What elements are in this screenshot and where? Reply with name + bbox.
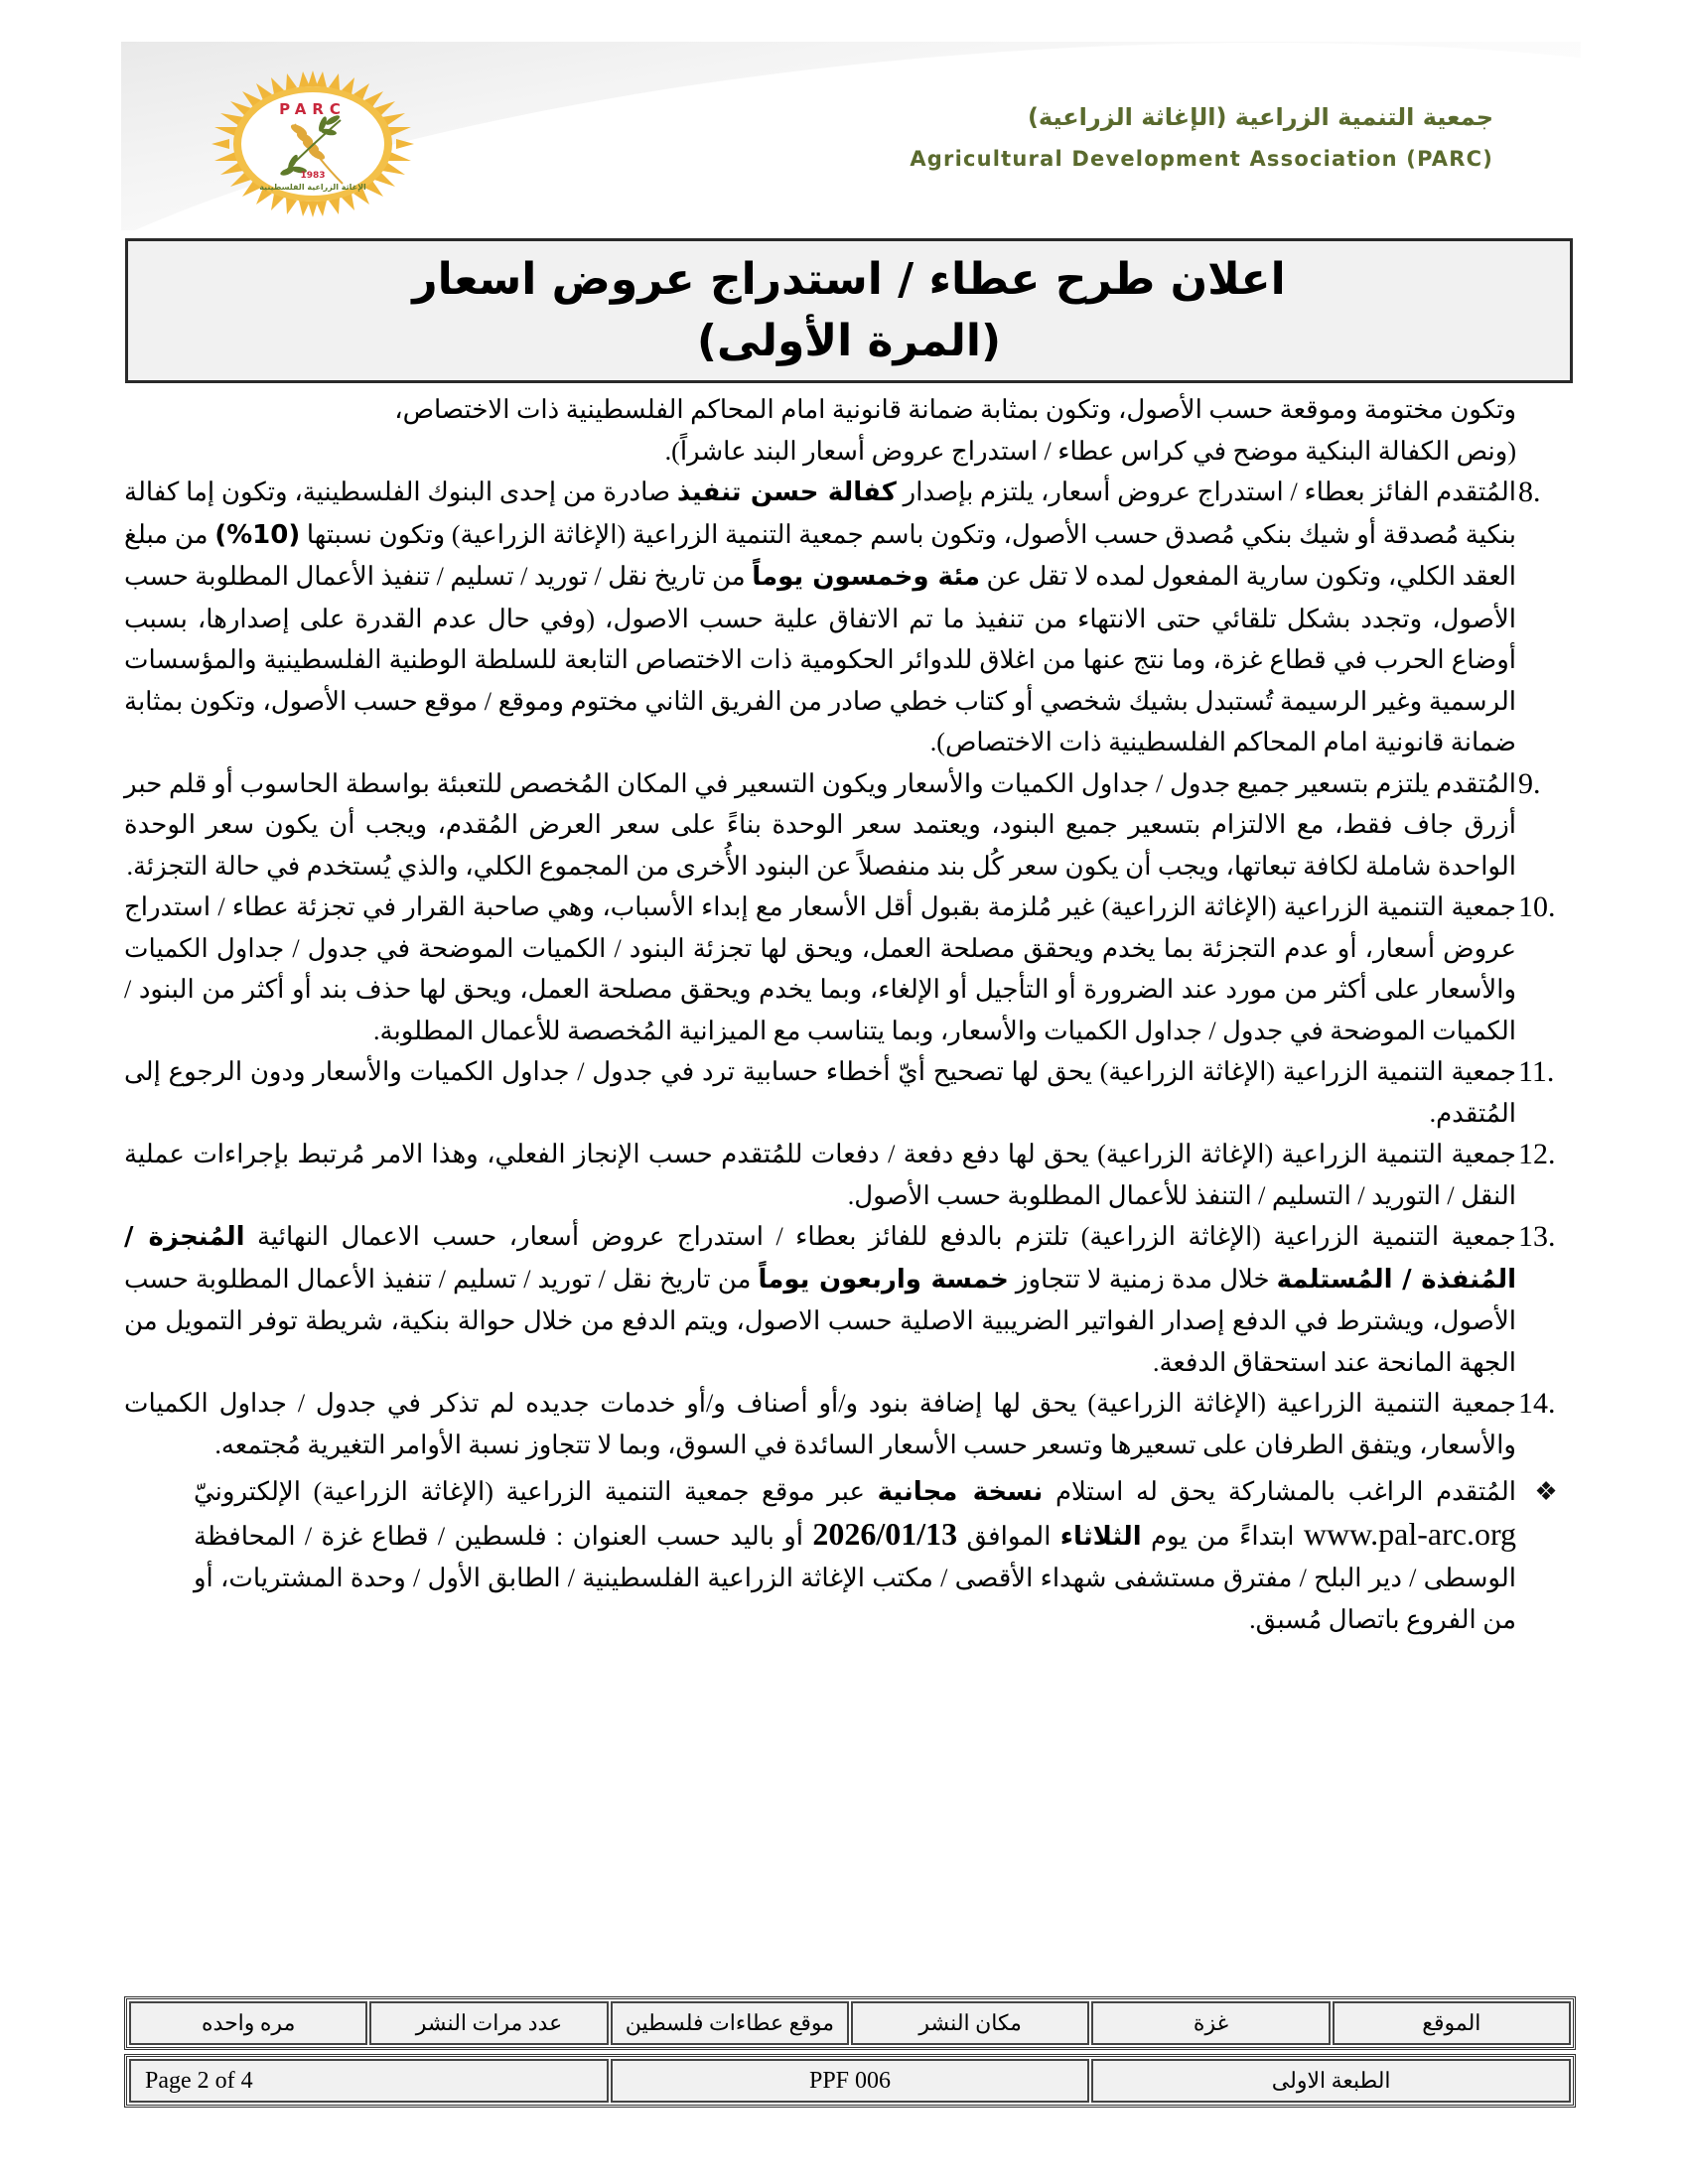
page-number-cell: Page 2 of 4 [129, 2059, 609, 2103]
clause-text: جمعية التنمية الزراعية (الإغاثة الزراعية) غير مُلزمة بقبول أقل الأسعار مع إبداء الأسباب، وهي صاحبة القرار في تجزئة عطاء / استدراج عروض أسعار، أو عدم التجزئة بما يخدم ويحقق مصلحة العمل، ويحق لها تجزئة البنود / الكميات الموضحة في جدول / جداول الكميات والأسعار على أكثر من مورد عند الضرورة أو التأجيل أو الإلغاء، وبما يخدم ويحقق مصلحة العمل، ويحق لها حذف بند أو أكثر من البنود / الكميات الموضحة في جدول / جداول الكميات والأسعار، وبما يتناسب مع الميزانية المُخصصة للأعمال المطلوبة. [124, 892, 1516, 1045]
day-emphasis: الثلاثاء [1059, 1521, 1142, 1552]
clause-12 [124, 1134, 1574, 1216]
org-name-arabic: جمعية التنمية الزراعية (الإغاثة الزراعية) [1027, 103, 1493, 131]
clause-text-part: المُتقدم الفائز بعطاء / استدراج عروض أسعار، يلتزم بإصدار [896, 478, 1516, 506]
free-copy-notice [124, 1471, 1574, 1640]
clause-text [124, 472, 1516, 763]
clause-text: المُتقدم يلتزم بتسعير جميع جدول / جداول الكميات والأسعار ويكون التسعير في المكان المُخصص للتعبئة بواسطة الحاسوب أو قلم حبر أزرق جاف فقط، مع الالتزام بتسعير جميع البنود، ويعتمد سعر الوحدة بناءً على سعر العرض المُقدم، ويجب أن يكون سعر الوحدة الواحدة شاملة لكافة تبعاتها، ويجب أن يكون سعر كُل بند منفصلاً عن البنود الأُخرى من المجموع الكلي، والذي يُستخدم في حالة التجزئة. [124, 768, 1516, 881]
clause-13 [124, 1216, 1574, 1383]
clause-text: جمعية التنمية الزراعية (الإغاثة الزراعية) يحق لها دفع دفعة / دفعات للمُتقدم حسب الإنجاز الفعلي، وهذا الامر مُرتبط بإجراءات عملية النقل / التوريد / التسليم / التنفذ للأعمال المطلوبة حسب الأصول. [124, 1140, 1516, 1210]
publication-info-table [124, 1996, 1576, 2050]
start-date: 2026/01/13 [812, 1515, 958, 1552]
announcement-title-box [125, 238, 1573, 383]
completed-works-emphasis: المُنجزة / المُنفذة / المُستلمة [124, 1222, 1517, 1295]
clause-text-part: خلال مدة زمنية لا تتجاوز [1008, 1264, 1277, 1294]
clause-11 [124, 1051, 1574, 1134]
table-cell: غزة [1091, 2001, 1330, 2045]
clause-14 [124, 1383, 1574, 1465]
document-control-table [124, 2054, 1576, 2108]
clause-number: 10. [1518, 890, 1556, 923]
clause-text-part: من مبلغ العقد الكلي، وتكون سارية المفعول لمده لا تقل عن [124, 519, 1517, 591]
duration-emphasis: مئة وخمسون يوماً [752, 562, 981, 592]
notice-text-part: الموافق [957, 1521, 1060, 1551]
diamond-bullet-icon: ❖ [1534, 1477, 1558, 1506]
clause-text-part: من تاريخ نقل / توريد / تسليم / تنفيذ الأعمال المطلوبة حسب الأصول، وتجدد بشكل تلقائي حتى الانتهاء من تنفيذ ما تم الاتفاق علية حسب الاصول، (وفي حال عدم القدرة على إصدارها، بسبب أوضاع الحرب في قطاع غزة، وما نتج عنها من اغلاق للدوائر الحكومية ذات الاختصاص التابعة للسلطة الوطنية الفلسطينية والمؤسسات الرسمية وغير الرسيمة تُستبدل بشيك شخصي أو كتاب خطي صادر من الفريق الثاني مختوم وموقع / موقع حسب الأصول، وتكون بمثابة ضمانة قانونية امام المحاكم الفلسطينية ذات الاختصاص). [124, 562, 1516, 756]
svg-text:PARC: PARC [279, 100, 347, 118]
notice-text-part: ابتداءً من يوم [1141, 1521, 1304, 1551]
free-copy-emphasis: نسخة مجانية [877, 1477, 1044, 1507]
org-name-english: Agricultural Development Association (PARC) [910, 147, 1493, 171]
clause-number: 8. [1518, 476, 1541, 508]
continuation-line-1: وتكون مختومة وموقعة حسب الأصول، وتكون بمثابة ضمانة قانونية امام المحاكم الفلسطينية ذات الاختصاص، [394, 395, 1516, 424]
clause-text-part: جمعية التنمية الزراعية (الإغاثة الزراعية) تلتزم بالدفع للفائز بعطاء / استدراج عروض أسعار، حسب الاعمال النهائية [244, 1222, 1516, 1251]
document-body [124, 389, 1574, 1640]
parc-logo-icon [209, 69, 417, 218]
previous-item-continuation [124, 389, 1574, 472]
table-row [129, 2001, 1571, 2045]
continuation-line-2: (ونص الكفالة البنكية موضح في كراس عطاء / استدراج عروض أسعار البند عاشراً). [664, 436, 1516, 466]
svg-text:1983: 1983 [300, 171, 326, 181]
clause-number: 14. [1518, 1387, 1556, 1420]
payment-period-emphasis: خمسة واربعون يوماً [758, 1264, 1009, 1295]
table-row [129, 2059, 1571, 2103]
notice-text [194, 1471, 1516, 1640]
table-cell: موقع عطاءات فلسطين [611, 2001, 849, 2045]
clause-9 [124, 763, 1574, 887]
clause-text: جمعية التنمية الزراعية (الإغاثة الزراعية) يحق لها إضافة بنود و/أو أصناف و/أو خدمات جديده لم تذكر في جدول / جداول الكميات والأسعار، ويتفق الطرفان على تسعيرها وتسعر حسب الأسعار السائدة في السوق، وبما لا تتجاوز نسبة الأوامر التغيرية مُجتمعه. [124, 1389, 1516, 1459]
clause-10 [124, 887, 1574, 1051]
svg-text:الإغاثة الزراعية الفلسطينية: الإغاثة الزراعية الفلسطينية [259, 183, 366, 192]
clause-number: 12. [1518, 1138, 1556, 1170]
announcement-subtitle: (المرة الأولى) [696, 316, 1002, 366]
clause-number: 11. [1518, 1055, 1555, 1088]
clause-text: جمعية التنمية الزراعية (الإغاثة الزراعية) يحق لها تصحيح أيّ أخطاء حسابية ترد في جدول / جداول الكميات والأسعار ودون الرجوع إلى المُتقدم. [124, 1057, 1516, 1128]
clause-number: 9. [1518, 766, 1541, 800]
form-code-cell: PPF 006 [611, 2059, 1090, 2103]
percentage-emphasis: (10%) [214, 519, 301, 550]
notice-text-part: عبر موقع جمعية التنمية الزراعية (الإغاثة الزراعية) الإلكترونيّ [194, 1477, 878, 1506]
performance-bond-emphasis: كفالة حسن تنفيذ [676, 478, 897, 507]
clause-text-part: صادرة من إحدى البنوك الفلسطينية، وتكون إما كفالة بنكية مُصدقة أو شيك بنكي مُصدق حسب الأصول، وتكون باسم جمعية التنمية الزراعية (الإغاثة الزراعية) وتكون نسبتها [124, 478, 1517, 549]
notice-text-part: المُتقدم الراغب بالمشاركة يحق له استلام [1043, 1477, 1516, 1506]
header-banner [121, 42, 1581, 230]
table-cell: الموقع [1333, 2001, 1571, 2045]
notice-text-part: أو باليد حسب العنوان : فلسطين / قطاع غزة / المحافظة الوسطى / دير البلح / مفترق مستشفى شهداء الأقصى / مكتب الإغاثة الزراعية الفلسطينية / الطابق الأول / وحدة المشتريات، أو من الفروع باتصال مُسبق. [194, 1521, 1516, 1634]
clause-text-part: من تاريخ نقل / توريد / تسليم / تنفيذ الأعمال المطلوبة حسب الأصول، ويشترط في الدفع إصدار الفواتير الضريبية الاصلية حسب الاصول، ويتم الدفع من خلال حوالة بنكية، شريطة توفر التمويل من الجهة المانحة عند استحقاق الدفعة. [124, 1264, 1516, 1377]
announcement-title: اعلان طرح عطاء / استدراج عروض اسعار [412, 254, 1286, 305]
table-cell: عدد مرات النشر [369, 2001, 608, 2045]
website-link[interactable]: www.pal-arc.org [1303, 1515, 1517, 1552]
clause-text [124, 1216, 1516, 1383]
table-cell: مكان النشر [851, 2001, 1089, 2045]
clause-number: 13. [1518, 1220, 1556, 1253]
table-cell: مره واحده [129, 2001, 367, 2045]
edition-cell: الطبعة الاولى [1091, 2059, 1571, 2103]
clause-8 [124, 472, 1574, 763]
